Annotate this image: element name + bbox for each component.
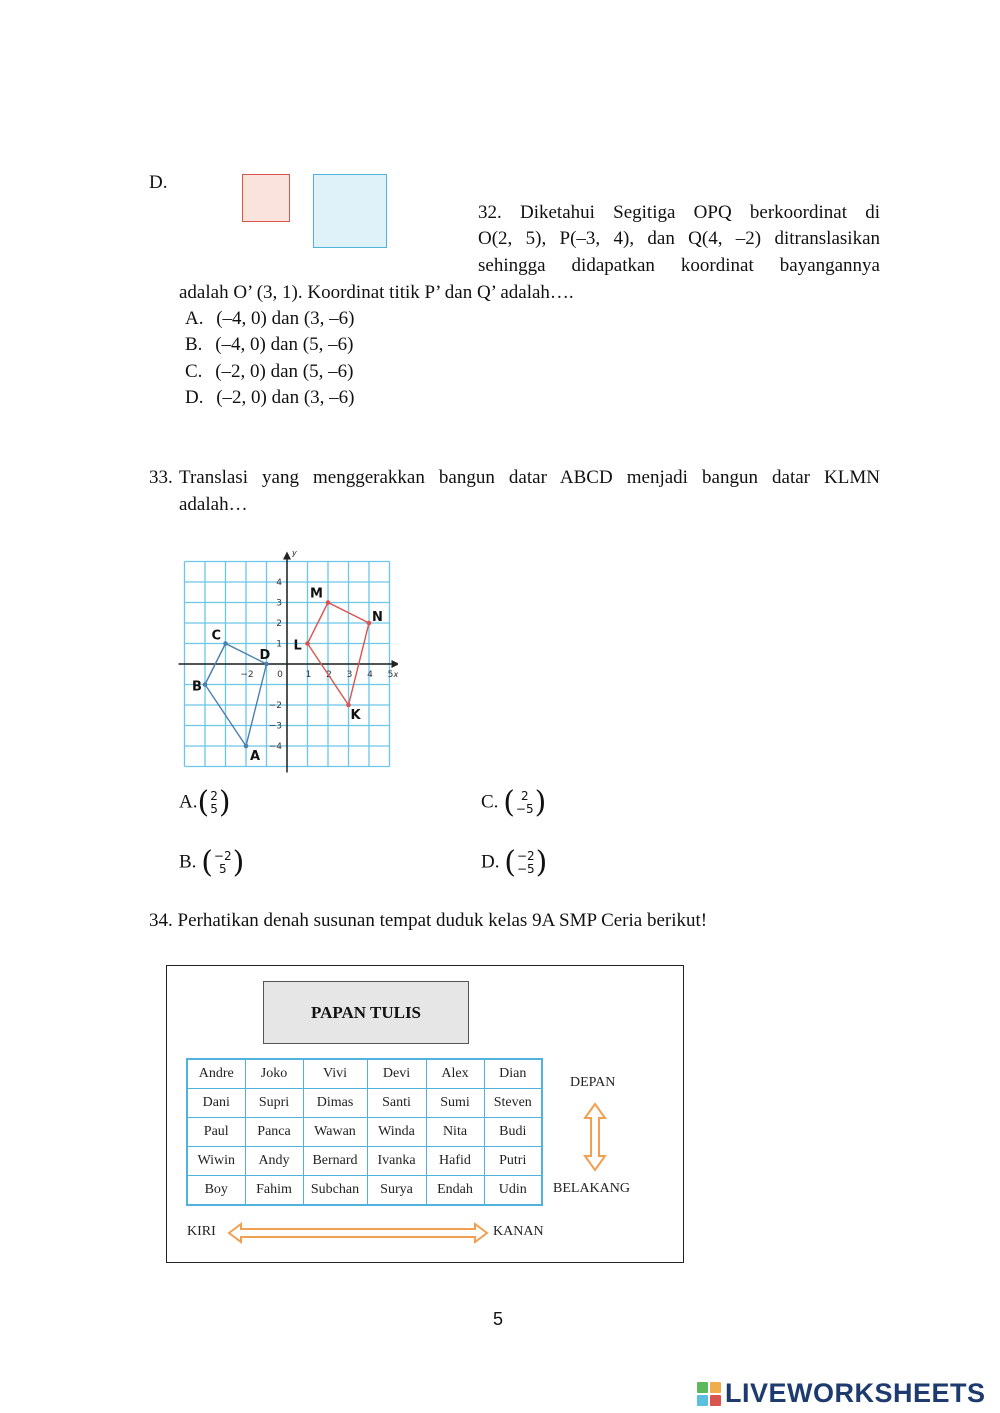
option-letter: D.: [185, 387, 204, 408]
logo-cell: [697, 1395, 708, 1406]
x-tick-label: 3: [346, 670, 353, 680]
seat-cell: Alex: [426, 1059, 484, 1089]
point-b: [203, 682, 208, 687]
y-tick-label: −2: [268, 701, 282, 711]
seat-cell: Panca: [245, 1118, 303, 1147]
seat-cell: Sumi: [426, 1089, 484, 1118]
q33-line-1: Translasi yang menggerakkan bangun datar ABCD menjadi bangun datar KLMN: [179, 467, 880, 488]
right-label: KANAN: [493, 1224, 544, 1239]
y-axis-arrow-icon: [283, 552, 291, 560]
seat-table: [186, 1058, 543, 1206]
y-tick-label: 3: [276, 598, 282, 609]
page-number: 5: [493, 1309, 504, 1329]
q34-text: 34. Perhatikan denah susunan tempat duduk kelas 9A SMP Ceria berikut!: [149, 910, 708, 931]
point-label-b: B: [192, 679, 202, 695]
q33-option-c[interactable]: [481, 785, 547, 820]
seat-cell: Winda: [367, 1118, 426, 1147]
y-tick-label: 4: [276, 578, 282, 588]
option-text: (–4, 0) dan (5, –6): [215, 334, 354, 355]
x-tick-label: −2: [240, 670, 254, 680]
left-label: KIRI: [187, 1224, 216, 1239]
vector-bottom: −5: [515, 802, 534, 816]
q32-option-c[interactable]: [185, 359, 353, 385]
seat-row: [187, 1059, 542, 1089]
column-vector: ( −2 −5 ): [504, 845, 548, 880]
seat-cell: Udin: [484, 1176, 542, 1206]
brand-logo[interactable]: [697, 1378, 986, 1409]
option-text: (–4, 0) dan (3, –6): [216, 308, 355, 329]
y-tick-label: −4: [268, 742, 282, 752]
seat-cell: Andy: [245, 1147, 303, 1176]
option-letter: C.: [481, 791, 499, 813]
seat-cell: Boy: [187, 1176, 245, 1206]
option-letter: D.: [481, 851, 500, 873]
q33-option-b[interactable]: [179, 845, 245, 880]
point-label-m: M: [310, 586, 323, 602]
column-vector: ( 2 5 ): [197, 785, 231, 820]
y-tick-label: 2: [276, 619, 282, 629]
coordinate-plot: [176, 548, 398, 774]
logo-cell: [710, 1382, 721, 1393]
q33-number: 33.: [149, 467, 173, 488]
option-letter: A.: [179, 791, 198, 813]
q32-line-1: 32. Diketahui Segitiga OPQ berkoordinat di: [478, 202, 880, 223]
q32-line-4: adalah O’ (3, 1). Koordinat titik P’ dan Q’ adalah….: [179, 282, 574, 303]
q33-option-a[interactable]: [179, 785, 231, 820]
small-red-square: [242, 174, 290, 222]
seat-cell: Dian: [484, 1059, 542, 1089]
seat-cell: Vivi: [303, 1059, 367, 1089]
x-tick-label: 1: [305, 670, 312, 680]
seat-cell: Bernard: [303, 1147, 367, 1176]
vector-top: 2: [210, 789, 218, 803]
seat-cell: Endah: [426, 1176, 484, 1206]
x-tick-label: 2: [326, 670, 332, 680]
point-label-d: D: [259, 648, 271, 663]
x-tick-label: 5: [387, 670, 394, 680]
column-vector: ( −2 5 ): [201, 845, 245, 880]
seat-cell: Fahim: [245, 1176, 303, 1206]
seat-cell: Supri: [245, 1089, 303, 1118]
seat-row: [187, 1118, 542, 1147]
seat-cell: Devi: [367, 1059, 426, 1089]
seat-row: [187, 1176, 542, 1206]
logo-cell: [697, 1382, 708, 1393]
y-axis-label: y: [292, 548, 297, 558]
column-vector: ( 2 −5 ): [503, 785, 547, 820]
vector-top: −2: [213, 849, 232, 863]
option-letter: B.: [179, 851, 197, 873]
seat-cell: Dimas: [303, 1089, 367, 1118]
y-tick-label: 1: [276, 639, 282, 650]
point-k: [346, 703, 351, 708]
q32-option-b[interactable]: [185, 332, 353, 358]
vector-top: −2: [516, 849, 535, 863]
point-l: [305, 641, 310, 646]
seat-cell: Putri: [484, 1147, 542, 1176]
q32-line-2: O(2, 5), P(–3, 4), dan Q(4, –2) ditranslasikan: [478, 228, 880, 249]
seat-row: [187, 1089, 542, 1118]
seat-cell: Ivanka: [367, 1147, 426, 1176]
q32-line-3: sehingga didapatkan koordinat bayangannya: [478, 255, 880, 276]
x-tick-label: 4: [367, 670, 373, 680]
point-label-c: C: [211, 628, 222, 644]
large-blue-square: [313, 174, 387, 248]
option-text: (–2, 0) dan (3, –6): [216, 387, 355, 408]
q32-option-d[interactable]: [185, 385, 354, 411]
up-down-arrow-icon: [583, 1102, 607, 1172]
q31-option-d-label: D.: [149, 172, 168, 193]
front-label: DEPAN: [570, 1075, 616, 1090]
option-letter: C.: [185, 361, 203, 382]
option-letter: B.: [185, 334, 203, 355]
option-text: (–2, 0) dan (5, –6): [215, 361, 354, 382]
q32-option-a[interactable]: [185, 306, 354, 332]
point-label-l: L: [293, 638, 302, 654]
vector-top: 2: [520, 789, 529, 803]
point-label-n: N: [372, 610, 383, 625]
vector-bottom: −5: [516, 862, 535, 876]
seat-cell: Dani: [187, 1089, 245, 1118]
back-label: BELAKANG: [553, 1181, 630, 1196]
seating-plan: [166, 965, 684, 1263]
seat-cell: Santi: [367, 1089, 426, 1118]
seat-cell: Wawan: [303, 1118, 367, 1147]
option-letter: A.: [185, 308, 204, 329]
seat-cell: Surya: [367, 1176, 426, 1206]
point-c: [223, 641, 228, 646]
shape-klmn: [305, 603, 370, 706]
seat-cell: Subchan: [303, 1176, 367, 1206]
q33-line-2: adalah…: [179, 494, 248, 515]
point-n: [367, 621, 372, 626]
point-a: [244, 744, 249, 749]
seat-cell: Nita: [426, 1118, 484, 1147]
shape-abcd: [205, 644, 267, 747]
y-tick-label: −3: [268, 721, 282, 732]
left-right-arrow-icon: [227, 1222, 489, 1244]
seat-row: [187, 1147, 542, 1176]
x-tick-label: 0: [277, 670, 283, 680]
seat-cell: Andre: [187, 1059, 245, 1089]
vector-bottom: 5: [210, 802, 218, 816]
vector-bottom: 5: [218, 862, 227, 876]
seat-cell: Wiwin: [187, 1147, 245, 1176]
logo-icon: [697, 1382, 721, 1406]
point-label-a: A: [250, 749, 261, 764]
whiteboard: PAPAN TULIS: [263, 981, 469, 1044]
point-m: [326, 600, 331, 605]
seat-cell: Paul: [187, 1118, 245, 1147]
q33-option-d[interactable]: [481, 845, 548, 880]
seat-cell: Steven: [484, 1089, 542, 1118]
seat-cell: Hafid: [426, 1147, 484, 1176]
brand-name: LIVEWORKSHEETS: [725, 1378, 986, 1408]
seat-cell: Budi: [484, 1118, 542, 1147]
x-axis-label: x: [393, 670, 398, 679]
point-label-k: K: [350, 708, 361, 723]
x-axis-arrow-icon: [392, 660, 399, 668]
logo-cell: [710, 1395, 721, 1406]
seat-cell: Joko: [245, 1059, 303, 1089]
